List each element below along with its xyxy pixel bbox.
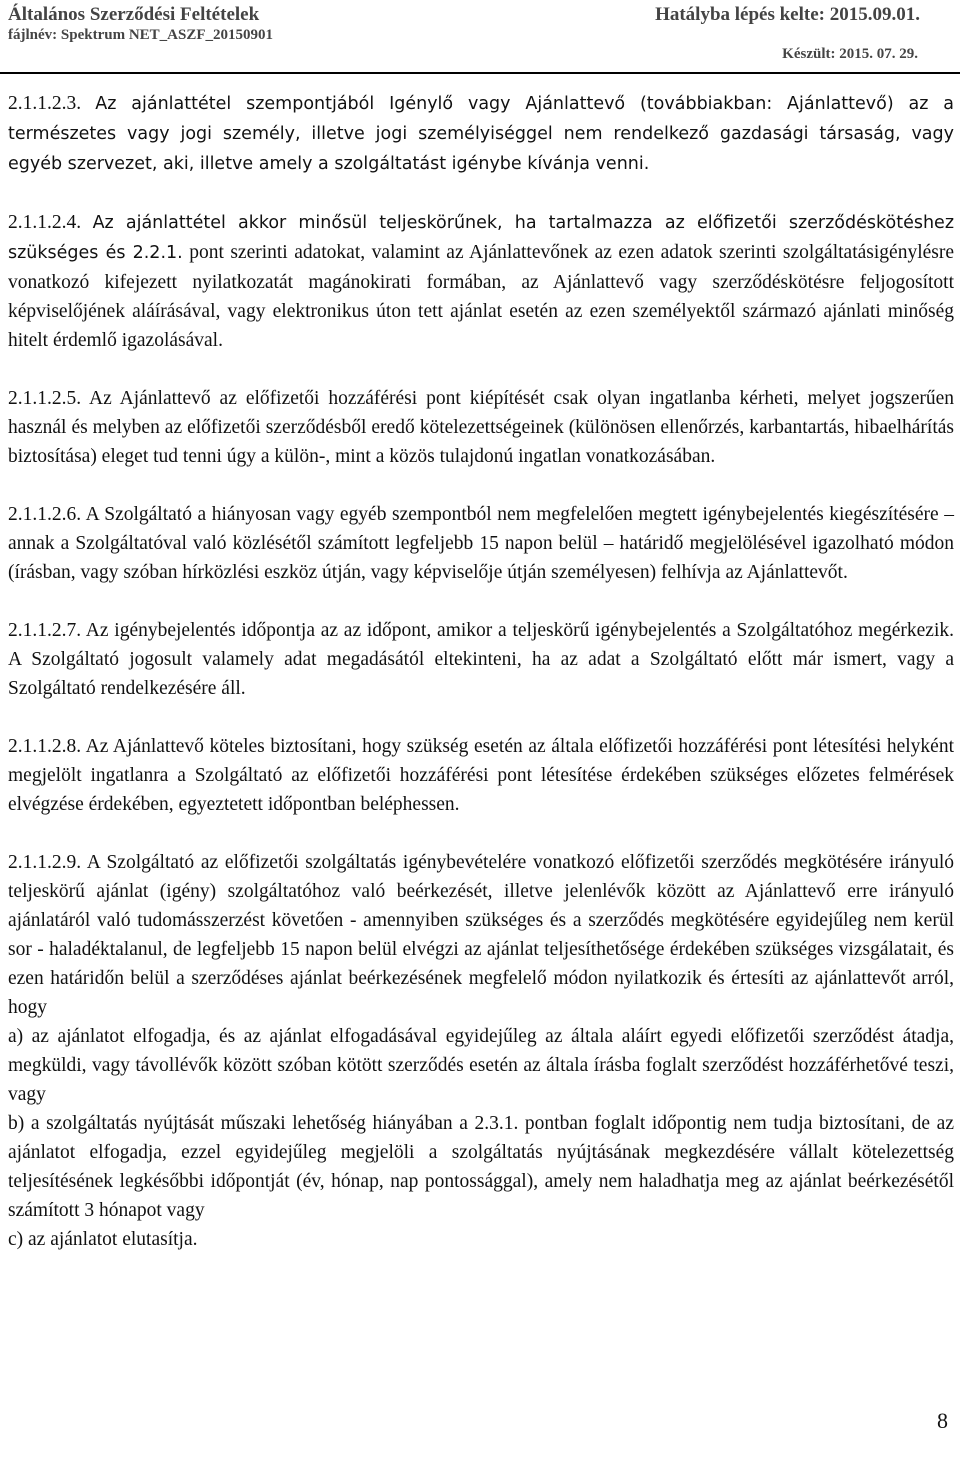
paragraph-text: Az ajánlattétel akkor minősül teljeskörűnek, ha tartalmazza az előfizetői szerződéskötéshez szükséges és 2.2.1.: [8, 213, 955, 263]
created-date: Készült: 2015. 07. 29.: [782, 46, 918, 62]
page-number: 8: [937, 1408, 948, 1433]
paragraph-number: 2.1.1.2.3.: [8, 93, 82, 114]
list-item-c: c) az ajánlatot elutasítja.: [8, 1229, 198, 1250]
paragraph-2-1-1-2-4: [8, 208, 954, 355]
paragraph-2-1-1-2-3: [8, 89, 954, 179]
paragraph-number: 2.1.1.2.4.: [8, 212, 82, 233]
paragraph-2-1-1-2-5: 2.1.1.2.5. Az Ajánlattevő az előfizetői hozzáférési pont kiépítését csak olyan ingatlanba kérheti, melyet jogszerűen használ és melyben az előfizetői szerződésből eredő kötelezettségeinek (különösen ellenőrzés, karbantartás, hibaelhárítás biztosítása) eleget tud tenni úgy a külön-, mint a közös tulajdonú ingatlan vonatkozásában.: [8, 388, 954, 467]
paragraph-2-1-1-2-7: 2.1.1.2.7. Az igénybejelentés időpontja az az időpont, amikor a teljeskörű igénybejelentés a Szolgáltatóhoz megérkezik. A Szolgáltató jogosult valamely adat megadásától eltekinteni, ha az adat a Szolgáltató előtt már ismert, vagy a Szolgáltató rendelkezésére áll.: [8, 620, 954, 699]
paragraph-text-continued: pont szerinti adatokat, valamint az Ajánlattevőnek az ezen adatok szerinti szolgáltatásigénylésre vonatkozó kifejezett nyilatkozatát magánokirati formában, az Ajánlattevő vagy szerződéskötésre feljogosított képviselőjének aláírásával, vagy elektronikus úton tett ajánlat esetén az ezen személyektől származó ajánlati minőség hitelt érdemlő igazolásával.: [8, 242, 954, 351]
list-item-b: b) a szolgáltatás nyújtását műszaki lehetőség hiányában a 2.3.1. pontban foglalt időpontig nem tudja biztosítani, de az ajánlatot elfogadja, ezzel egyidejűleg megjelöli a szolgáltatás nyújtásának megkezdésére vállalt kötelezettség teljesítésének legkésőbbi időpontját (év, hónap, nap pontossággal), amely nem haladhatja meg az ajánlat beérkezésétől számított 3 hónapot vagy: [8, 1113, 954, 1221]
file-name: fájlnév: Spektrum NET_ASZF_20150901: [8, 27, 274, 43]
paragraph-2-1-1-2-6: 2.1.1.2.6. A Szolgáltató a hiányosan vagy egyéb szempontból nem megfelelően megtett igénybejelentés kiegészítésére – annak a Szolgáltatóval való közlésétől számított legfeljebb 15 napon belül – határidő megjelölésével igazolható módon (írásban, vagy szóban hírközlési eszköz útján, vagy képviselője útján személyesen) felhívja az Ajánlattevőt.: [8, 504, 954, 583]
paragraph-2-1-1-2-9: 2.1.1.2.9. A Szolgáltató az előfizetői szolgáltatás igénybevételére vonatkozó előfizetői szerződés megkötésére irányuló teljeskörű ajánlat (igény) szolgáltatóhoz való beérkezését, illetve jelenlévők között az Ajánlattevő erre irányuló ajánlatáról való tudomásszerzést követően - amennyiben szükséges és a szerződés megkötésére egyidejűleg nem kerül sor - haladéktalanul, de legfeljebb 15 napon belül elvégzi az ajánlat teljesíthetősége érdekében szükséges vizsgálatait, és ezen határidőn belül a szerződéses ajánlat beérkezésének megfelelő módon nyilatkozik és értesíti az ajánlattevőt arról, hogy: [8, 852, 954, 1018]
list-item-a: a) az ajánlatot elfogadja, és az ajánlat elfogadásával egyidejűleg az általa aláírt egyedi előfizetői szerződést átadja, megküldi, vagy távollévők között szóban kötött szerződés esetén az általa írásba foglalt szerződést hozzáférhetővé teszi, vagy: [8, 1026, 954, 1105]
paragraph-2-1-1-2-8: 2.1.1.2.8. Az Ajánlattevő köteles biztosítani, hogy szükség esetén az általa előfizetői hozzáférési pont létesítési helyként megjelölt ingatlanra a Szolgáltató az előfizetői hozzáférési pont létesítése érdekében szükséges előzetes felmérések elvégzése érdekében, egyeztetett időpontban beléphessen.: [8, 736, 954, 815]
document-title: Általános Szerződési Feltételek: [8, 4, 260, 25]
header-divider: [0, 72, 960, 74]
effective-date: Hatályba lépés kelte: 2015.09.01.: [655, 4, 920, 25]
paragraph-text: Az ajánlattétel szempontjából Igénylő vagy Ajánlattevő (továbbiakban: Ajánlattevő) az a természetes vagy jogi személy, illetve jogi személyiséggel nem rendelkező gazdasági társaság, vagy egyéb szervezet, aki, illetve amely a szolgáltatást igénybe kívánja venni.: [8, 94, 954, 174]
document-body: [8, 89, 954, 1254]
